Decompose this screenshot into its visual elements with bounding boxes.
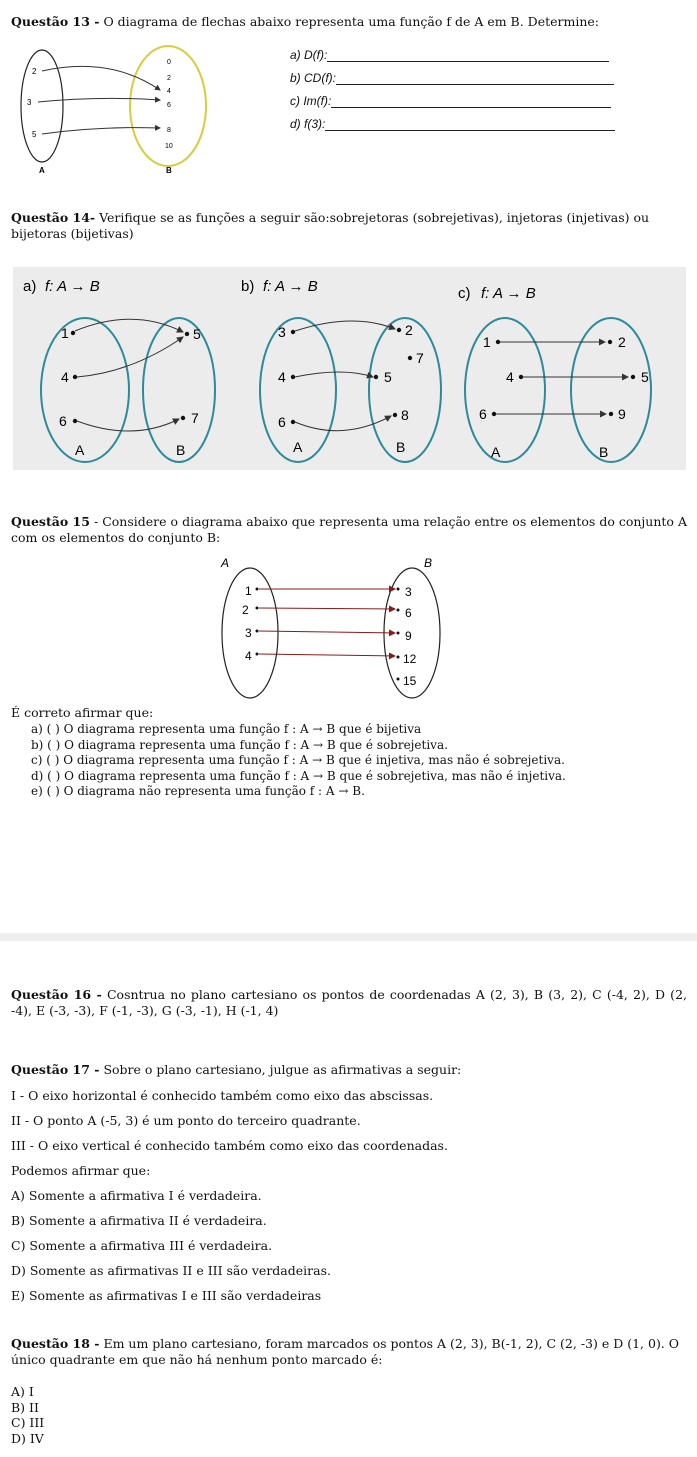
q18-option-c[interactable]: C) III	[11, 1415, 45, 1430]
q18-option-b[interactable]: B) II	[11, 1399, 39, 1415]
q17-statement-3: III - O eixo vertical é conhecido também como eixo das coordenadas.	[11, 1138, 448, 1153]
q17-statements	[11, 1088, 687, 1313]
q15-option-d[interactable]: d) ( ) O diagrama representa uma função f : A → B que é sobrejetiva, mas não é injetiva.	[31, 768, 566, 783]
q15-option-b[interactable]: b) ( ) O diagrama representa uma função f : A → B que é sobrejetiva.	[31, 737, 448, 752]
q15-title: Questão 15	[11, 514, 90, 529]
q14a-set-b: B	[176, 442, 186, 458]
q14c-a-2: 6	[479, 406, 487, 422]
q16-heading	[11, 987, 687, 1019]
q14c-b-1: 5	[641, 369, 649, 385]
q18-text: Em um plano cartesiano, foram marcados os pontos A (2, 3), B(-1, 2), C (2, -3) e D (1, 0). O único quadrante em que não há nenhum ponto marcado é:	[11, 1336, 680, 1367]
q14-diagram-panel	[13, 267, 686, 470]
q15-label-a: A	[221, 556, 230, 570]
q17-option-b[interactable]: B) Somente a afirmativa II é verdadeira.	[11, 1213, 267, 1228]
q15-b-4: 15	[403, 674, 417, 688]
q17-option-d[interactable]: D) Somente as afirmativas II e III são verdadeiras.	[11, 1263, 331, 1278]
q17-title: Questão 17 -	[11, 1062, 100, 1077]
q13-a-0: 2	[32, 67, 37, 76]
q15-a-2: 3	[245, 626, 252, 640]
q13-b-5: 10	[165, 143, 173, 150]
q15-prompt: É correto afirmar que:	[11, 705, 154, 720]
q14b-set-b: B	[396, 439, 406, 455]
q15-options	[31, 722, 691, 800]
q16-text: Cosntrua no plano cartesiano os pontos de coordenadas A (2, 3), B (3, 2), C (-4, 2), D (2, -4), E (-3, -3), F (-1, -3), G (-3, -1), H (-1, 4)	[11, 987, 687, 1018]
q14c-func: f: A → B	[481, 285, 536, 302]
q13-b-1: 2	[167, 75, 171, 82]
q14-heading	[11, 210, 687, 242]
q13-b-3: 6	[167, 102, 171, 109]
q18-heading	[11, 1336, 691, 1368]
q15-a-0: 1	[245, 584, 252, 598]
q14-text: Verifique se as funções a seguir são:sobrejetoras (sobrejetivas), injetoras (injetivas) ou bijetoras (bijetivas)	[11, 210, 650, 241]
q13-b-0: 0	[167, 59, 171, 66]
q15-b-3: 12	[403, 652, 417, 666]
q14a-set-a: A	[75, 442, 85, 458]
q14b-b-1: 7	[416, 350, 424, 366]
q14a-label: a)	[23, 278, 37, 295]
page-separator	[0, 933, 697, 941]
q14c-a-1: 4	[506, 369, 514, 385]
q17-heading	[11, 1062, 687, 1078]
q15-label-b: B	[424, 556, 433, 570]
q18-option-d[interactable]: D) IV	[11, 1430, 44, 1446]
q13-items	[290, 48, 635, 140]
q14a-b-0: 5	[193, 326, 201, 342]
q17-option-e[interactable]: E) Somente as afirmativas I e III são verdadeiras	[11, 1288, 322, 1303]
q14b-a-0: 3	[278, 324, 286, 340]
q14-diagrams	[13, 267, 686, 470]
q14a-a-2: 6	[59, 413, 67, 429]
q14b-label: b)	[241, 278, 255, 295]
q15-text: - Considere o diagrama abaixo que representa uma relação entre os elementos do conjunto A com os elementos do conjunto B:	[11, 514, 687, 545]
q15-a-1: 2	[242, 603, 249, 617]
q14b-b-2: 5	[384, 369, 392, 385]
q14a-b-1: 7	[191, 410, 199, 426]
q14-title: Questão 14-	[11, 210, 96, 225]
q14a-oval-a	[41, 318, 129, 462]
q15-b-2: 9	[405, 629, 412, 643]
q13-heading	[11, 14, 691, 30]
q13-label-a: A	[39, 166, 45, 175]
q14c-oval-a	[465, 318, 545, 462]
q14b-b-0: 2	[405, 322, 413, 338]
q15-a-3: 4	[245, 649, 252, 663]
q14c-label: c)	[458, 285, 471, 302]
q14b-b-3: 8	[401, 407, 409, 423]
q15-option-e[interactable]: e) ( ) O diagrama não representa uma função f : A → B.	[31, 784, 365, 798]
q13-b-2: 4	[167, 88, 171, 95]
q17-prompt: Podemos afirmar que:	[11, 1163, 151, 1178]
q13-a-1: 3	[27, 98, 32, 107]
q15-b-1: 6	[405, 606, 412, 620]
q14a-func: f: A → B	[45, 278, 100, 295]
q14c-set-a: A	[491, 444, 501, 460]
q13-item-c: c) Im(f):	[290, 94, 332, 108]
q13-title: Questão 13 -	[11, 14, 100, 29]
q15-heading	[11, 514, 687, 546]
q14c-set-b: B	[599, 444, 609, 460]
q18-title: Questão 18 -	[11, 1336, 100, 1351]
q14b-a-1: 4	[278, 369, 286, 385]
q15-option-c[interactable]: c) ( ) O diagrama representa uma função f : A → B que é injetiva, mas não é sobrejetiva.	[31, 753, 565, 767]
q14b-set-a: A	[293, 439, 303, 455]
q14c-a-0: 1	[483, 334, 491, 350]
q17-text: Sobre o plano cartesiano, julgue as afirmativas a seguir:	[99, 1062, 462, 1077]
q13-b-4: 8	[167, 127, 171, 134]
q18-option-a[interactable]: A) I	[11, 1384, 34, 1399]
q14c-b-2: 9	[618, 406, 626, 422]
q17-statement-2: II - O ponto A (-5, 3) é um ponto do terceiro quadrante.	[11, 1113, 361, 1128]
q13-label-b: B	[166, 166, 172, 175]
q15-arrow-diagram	[215, 553, 450, 703]
q14a-a-0: 1	[61, 325, 69, 341]
q15-b-0: 3	[405, 585, 412, 599]
q14a-a-1: 4	[61, 369, 69, 385]
q14c-oval-b	[571, 318, 651, 462]
q14c-b-0: 2	[618, 334, 626, 350]
q13-text: O diagrama de flechas abaixo representa uma função f de A em B. Determine:	[99, 14, 599, 29]
q13-item-a: a) D(f):	[290, 48, 328, 62]
q17-option-a[interactable]: A) Somente a afirmativa I é verdadeira.	[11, 1188, 262, 1203]
q15-option-a[interactable]: a) ( ) O diagrama representa uma função f : A → B que é bijetiva	[31, 722, 422, 736]
q13-a-2: 5	[32, 130, 37, 139]
q13-arrow-diagram	[20, 44, 230, 179]
q13-item-b: b) CD(f):	[290, 71, 336, 85]
q17-statement-1: I - O eixo horizontal é conhecido também como eixo das abscissas.	[11, 1088, 434, 1103]
q17-option-c[interactable]: C) Somente a afirmativa III é verdadeira.	[11, 1238, 273, 1253]
q14b-a-2: 6	[278, 414, 286, 430]
q13-item-d: d) f(3):	[290, 117, 326, 131]
q16-title: Questão 16 -	[11, 987, 102, 1002]
q18-options	[11, 1384, 211, 1446]
q14b-func: f: A → B	[263, 278, 318, 295]
